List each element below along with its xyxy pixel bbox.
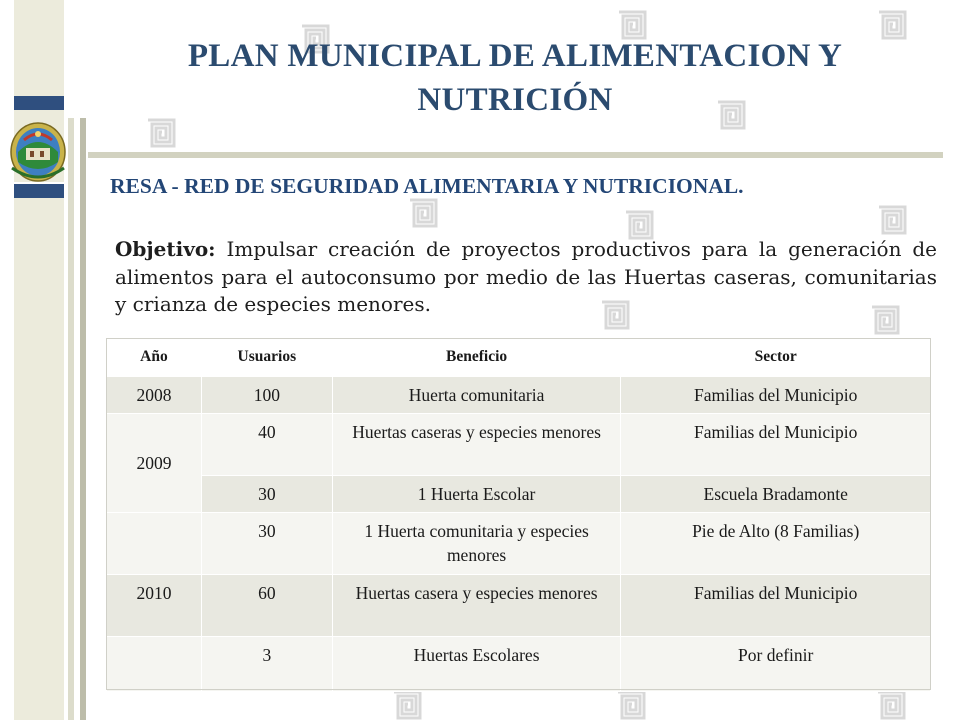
table-row [107, 376, 931, 413]
cell-sector: Por definir [621, 636, 931, 691]
cell-year [107, 512, 202, 574]
cell-benefit: 1 Huerta comunitaria y especies menores [332, 512, 621, 574]
vertical-divider [80, 118, 86, 720]
column-header-year: Año [107, 339, 202, 377]
horizontal-divider [88, 152, 943, 158]
cell-sector: Familias del Municipio [621, 413, 931, 475]
table-row [107, 512, 931, 574]
cell-benefit: Huertas caseras y especies menores [332, 413, 621, 475]
left-bar-cream [14, 0, 64, 96]
cell-benefit: 1 Huerta Escolar [332, 475, 621, 512]
cell-sector: Escuela Bradamonte [621, 475, 931, 512]
page-title: PLAN MUNICIPAL DE ALIMENTACION Y NUTRICIÓN [187, 38, 843, 118]
column-header-sector: Sector [621, 339, 931, 377]
cell-benefit: Huertas Escolares [332, 636, 621, 691]
left-bar-blue [14, 184, 64, 198]
vertical-divider [68, 118, 74, 720]
cell-benefit: Huerta comunitaria [332, 376, 621, 413]
cell-users: 30 [201, 512, 332, 574]
cell-users: 100 [201, 376, 332, 413]
coat-of-arms-icon [6, 118, 70, 184]
program-table [106, 338, 931, 692]
table-header-row [107, 339, 931, 377]
table-row [107, 636, 931, 691]
cell-sector: Familias del Municipio [621, 574, 931, 636]
table-row [107, 413, 931, 475]
greek-key-icon [877, 205, 907, 235]
greek-key-icon [392, 690, 422, 720]
cell-year [107, 636, 202, 691]
cell-year: 2009 [107, 413, 202, 512]
greek-key-icon [146, 118, 176, 148]
table-row [107, 475, 931, 512]
objective-text: Impulsar creación de proyectos productivos para la generación de alimentos para el autoconsumo por medio de las Huertas caseras, comunitarias y crianza de especies menores. [115, 237, 937, 316]
cell-year: 2008 [107, 376, 202, 413]
section-subtitle: RESA - RED DE SEGURIDAD ALIMENTARIA Y NUTRICIONAL. [110, 174, 744, 198]
column-header-benefit: Beneficio [332, 339, 621, 377]
cell-sector: Pie de Alto (8 Familias) [621, 512, 931, 574]
greek-key-icon [616, 690, 646, 720]
greek-key-icon [876, 690, 906, 720]
cell-year: 2010 [107, 574, 202, 636]
cell-users: 3 [201, 636, 332, 691]
left-bar-cream [14, 198, 64, 720]
greek-key-icon [408, 198, 438, 228]
objective-label: Objetivo: [115, 237, 216, 261]
cell-benefit: Huertas casera y especies menores [332, 574, 621, 636]
column-header-users: Usuarios [201, 339, 332, 377]
cell-users: 40 [201, 413, 332, 475]
objective-paragraph [115, 236, 937, 319]
cell-sector: Familias del Municipio [621, 376, 931, 413]
cell-users: 30 [201, 475, 332, 512]
table-row [107, 574, 931, 636]
left-bar-blue [14, 96, 64, 110]
cell-users: 60 [201, 574, 332, 636]
